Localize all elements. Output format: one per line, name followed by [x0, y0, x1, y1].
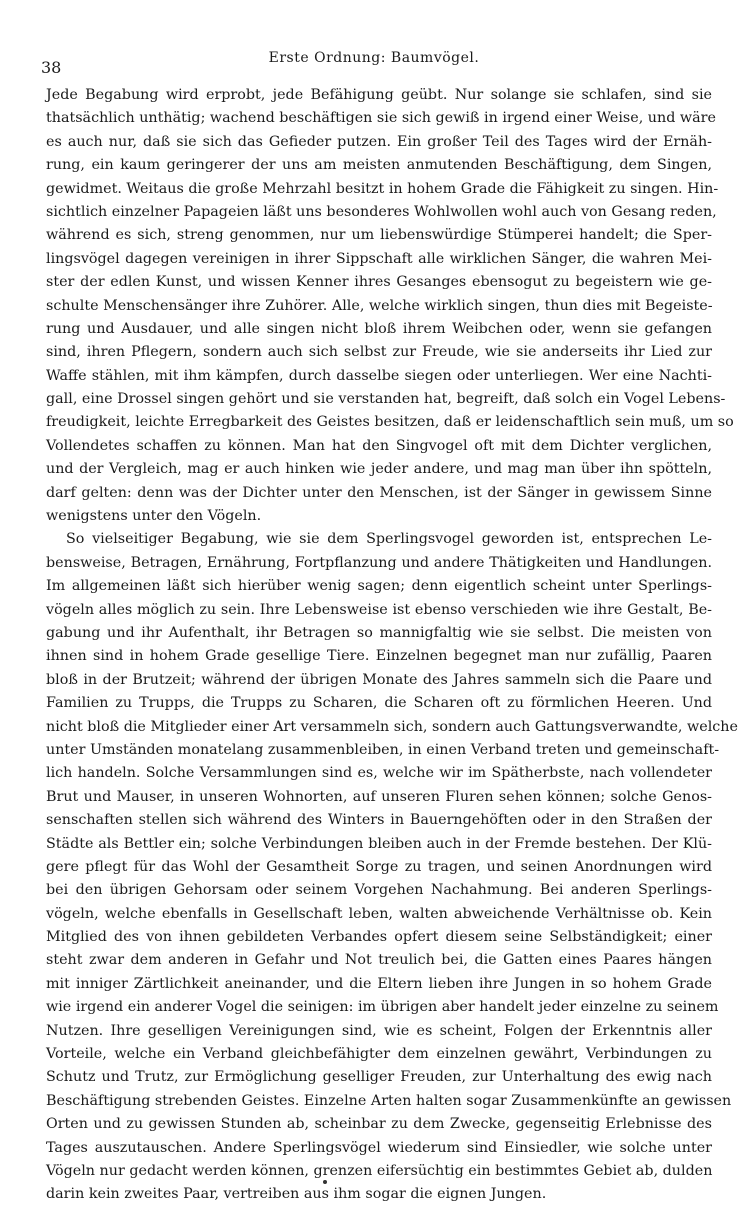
text-line: So vielseitiger Begabung, wie sie dem Sperlingsvogel geworden ist, entsprechen Le-	[66, 531, 712, 548]
text-line: Familien zu Trupps, die Trupps zu Scharen, die Scharen oft zu förmlichen Heeren. Und	[46, 695, 712, 712]
text-line: gere pflegt für das Wohl der Gesamtheit Sorge zu tragen, und seinen Anordnungen wird	[46, 858, 712, 875]
text-line: während es sich, streng genommen, nur um liebenswürdige Stümperei handelt; die Sper-	[46, 227, 712, 244]
text-line: Nutzen. Ihre geselligen Vereinigungen sind, wie es scheint, Folgen der Erkenntnis aller	[46, 1022, 712, 1039]
text-line: gewidmet. Weitaus die große Mehrzahl besitzt in hohem Grade die Fähigkeit zu singen. Hin-	[46, 180, 719, 197]
text-line: Städte als Bettler ein; solche Verbindungen bleiben auch in der Fremde bestehen. Der Klü-	[46, 835, 712, 852]
text-line: Vorteile, welche ein Verband gleichbefähigter dem einzelnen gewährt, Verbindungen zu	[46, 1046, 712, 1063]
text-line: Tages auszutauschen. Andere Sperlingsvögel wiederum sind Einsiedler, wie solche unter	[46, 1139, 712, 1156]
text-line: ihnen sind in hohem Grade gesellige Tiere. Einzelnen begegnet man nur zufällig, Paaren	[46, 648, 712, 665]
text-line: gabung und ihr Aufenthalt, ihr Betragen so mannigfaltig wie sie selbst. Die meisten von	[46, 624, 712, 641]
text-line: freudigkeit, leichte Erregbarkeit des Geistes besitzen, daß er leidenschaftlich sein muß, um so	[46, 414, 734, 431]
text-line: und der Vergleich, mag er auch hinken wie jeder andere, und mag man über ihn spötteln,	[46, 461, 712, 478]
text-line: vögeln alles möglich zu sein. Ihre Lebensweise ist ebenso verschieden wie ihre Gestalt, Be-	[46, 601, 712, 618]
footer-dot	[323, 1180, 327, 1184]
text-line: sichtlich einzelner Papageien läßt uns besonderes Wohlwollen wohl auch von Gesang reden,	[46, 203, 717, 220]
text-line: rung, ein kaum geringerer der uns am meisten anmutenden Beschäftigung, dem Singen,	[46, 157, 712, 174]
body-text	[46, 84, 738, 1207]
text-line: gall, eine Drossel singen gehört und sie verstanden hat, begreift, daß solch ein Vogel Lebens-	[46, 391, 726, 408]
text-line: lich handeln. Solche Versammlungen sind es, welche wir im Spätherbste, nach vollendeter	[46, 765, 712, 782]
text-line: mit inniger Zärtlichkeit aneinander, und die Eltern lieben ihre Jungen in so hohem Grade	[46, 975, 712, 992]
text-line: Orten und zu gewissen Stunden ab, scheinbar zu dem Zwecke, gegenseitig Erlebnisse des	[46, 1116, 712, 1133]
text-line: bloß in der Brutzeit; während der übrigen Monate des Jahres sammeln sich die Paare und	[46, 671, 712, 688]
text-line: es auch nur, daß sie sich das Gefieder putzen. Ein großer Teil des Tages wird der Ernäh-	[46, 133, 712, 150]
text-line: steht zwar dem anderen in Gefahr und Not treulich bei, die Gatten eines Paares hängen	[46, 952, 712, 969]
text-line: Vollendetes schaffen zu können. Man hat den Singvogel oft mit dem Dichter verglichen,	[46, 437, 712, 454]
text-line: darin kein zweites Paar, vertreiben aus ihm sogar die eignen Jungen.	[46, 1186, 547, 1203]
text-line: unter Umständen monatelang zusammenbleiben, in einen Verband treten und gemeinschaft-	[46, 741, 720, 758]
text-line: rung und Ausdauer, und alle singen nicht bloß ihrem Weibchen oder, wenn sie gefangen	[46, 320, 712, 337]
text-line: ster der edlen Kunst, und wissen Kenner ihres Gesanges ebensogut zu begeistern wie ge-	[46, 274, 712, 291]
text-line: bei den übrigen Gehorsam oder seinem Vorgehen Nachahmung. Bei anderen Sperlings-	[46, 882, 712, 899]
text-line: Waffe stählen, mit ihm kämpfen, durch dasselbe siegen oder unterliegen. Wer eine Nachti-	[46, 367, 712, 384]
text-line: Vögeln nur gedacht werden können, grenzen eifersüchtig ein bestimmtes Gebiet ab, dulden	[46, 1162, 713, 1179]
text-line: wenigstens unter den Vögeln.	[46, 508, 262, 525]
text-line: Schutz und Trutz, zur Ermöglichung geselliger Freuden, zur Unterhaltung des ewig nach	[46, 1069, 712, 1086]
text-line: Brut und Mauser, in unseren Wohnorten, auf unseren Fluren sehen können; solche Genos-	[46, 788, 712, 805]
text-line: wie irgend ein anderer Vogel die seinigen: im übrigen aber handelt jeder einzelne zu seinem	[46, 999, 719, 1016]
text-line: bensweise, Betragen, Ernährung, Fortpflanzung und andere Thätigkeiten und Handlungen.	[46, 554, 712, 571]
text-line: Mitglied des von ihnen gebildeten Verbandes opfert diesem seine Selbständigkeit; einer	[46, 929, 712, 946]
text-line: darf gelten: denn was der Dichter unter den Menschen, ist der Sänger in gewissem Sinne	[46, 484, 712, 501]
text-line: nicht bloß die Mitglieder einer Art versammeln sich, sondern auch Gattungsverwandte, welche	[46, 718, 738, 735]
running-head: Erste Ordnung: Baumvögel.	[268, 50, 480, 66]
text-line: Im allgemeinen läßt sich hierüber wenig sagen; denn eigentlich scheint unter Sperlings-	[46, 578, 712, 595]
text-line: sind, ihren Pflegern, sondern auch sich selbst zur Freude, wie sie anderseits ihr Lied zur	[46, 344, 712, 361]
text-line: senschaften stellen sich während des Winters in Bauerngehöften oder in den Straßen der	[46, 812, 712, 829]
text-line: schulte Menschensänger ihre Zuhörer. Alle, welche wirklich singen, thun dies mit Begeiste-	[46, 297, 713, 314]
text-line: vögeln, welche ebenfalls in Gesellschaft leben, walten abweichende Verhältnisse ob. Kein	[46, 905, 712, 922]
page-number: 38	[41, 58, 62, 77]
text-line: lingsvögel dagegen vereinigen in ihrer Sippschaft alle wirklichen Sänger, die wahren Mei-	[46, 250, 712, 267]
text-line: Beschäftigung strebenden Geistes. Einzelne Arten halten sogar Zusammenkünfte an gewissen	[46, 1092, 732, 1109]
text-line: Jede Begabung wird erprobt, jede Befähigung geübt. Nur solange sie schlafen, sind sie	[46, 87, 712, 103]
text-line: thatsächlich unthätig; wachend beschäftigen sie sich gewiß in irgend einer Weise, und wäre	[46, 110, 716, 127]
